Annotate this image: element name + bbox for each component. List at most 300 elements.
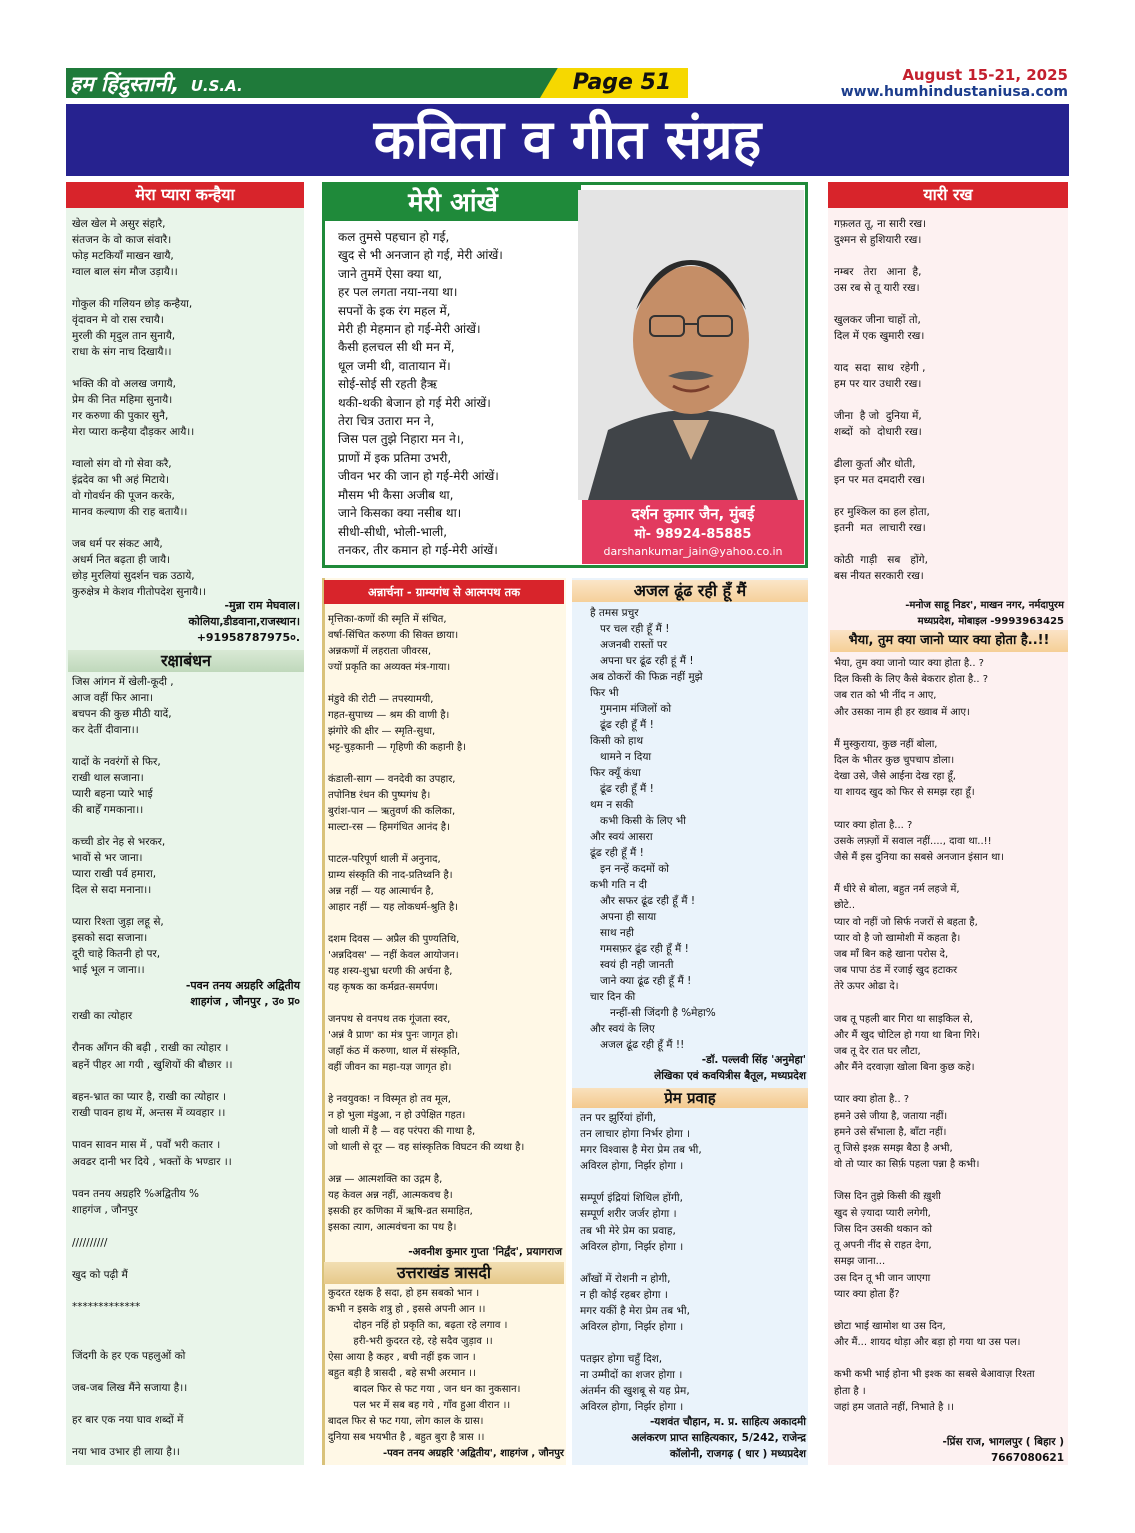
poem-line: इतनी मत लाचारी रख। <box>834 522 926 534</box>
credit-line: शाहगंज , जौनपुर , उ० प्र० <box>190 995 300 1008</box>
poem-line: होता है । <box>834 1385 866 1397</box>
poem-line: वृंदावन मे वो रास रचायै। <box>72 314 164 326</box>
poem-line <box>834 1303 1066 1319</box>
poem-line: भट्ट-चुड़कानी — गृहिणी की कहानी है। <box>328 742 466 753</box>
poem-line: कोठी गाड़ी सब होंगे, <box>834 554 928 566</box>
poem-line: खुद से ज़्यादा प्यारी लगेगी, <box>834 1207 931 1219</box>
poem-line: न हो भुला मंडुआ, न हो उपेक्षित गहत। <box>328 1110 466 1121</box>
poem-line <box>72 1364 302 1380</box>
poem-line <box>72 1219 302 1235</box>
poem-line: खेल खेल मे असुर संहारै, <box>72 218 166 230</box>
poem-line: पल भर में सब बह गये , गाँव हुआ वीरान ।। <box>328 1400 511 1411</box>
credit-line: -मुन्ना राम मेघवाल। <box>224 599 300 612</box>
poem-line: इंद्रदेव का भी अहं मिटाये। <box>72 474 170 486</box>
poem-line: जीवन भर की जान हो गई-मेरी आंखें। <box>338 469 499 484</box>
poem-line: और स्वयं आसरा <box>590 831 653 843</box>
poem-credit-kanhaiya <box>70 598 300 646</box>
poem-line: ************* <box>72 1301 141 1314</box>
poem-line <box>328 1076 564 1092</box>
poem-line: मैं धीरे से बोला, बहुत नर्म लहजे में, <box>834 884 960 896</box>
poem-line: पतझर होगा चहुँ दिश, <box>580 1353 663 1366</box>
poem-line: या शायद खुद को फिर से समझ रहा हूँ। <box>834 787 975 799</box>
poem-line: चार दिन की <box>590 991 636 1003</box>
poem-line: जब तू पहली बार गिरा था साइकिल से, <box>834 1013 973 1025</box>
poem-line: जब-जब लिख मैंने सजाया है।। <box>72 1381 188 1394</box>
poem-body-yaari-rakh <box>834 216 1066 584</box>
poem-line: गोकुल की गलियन छोड़ कन्हैया, <box>72 298 193 310</box>
poem-line: अधर्म नित बढ़ता ही जायै। <box>72 554 171 566</box>
poem-line: अवढर दानी भर दिये , भक्तों के भण्डार ।। <box>72 1155 232 1168</box>
poem-line: प्यारा राखी पर्व हमारा, <box>72 868 157 880</box>
poem-line: मुरली की मृदुल तान सुनायै, <box>72 330 176 342</box>
poem-line: पर चल रही हूँ मैं ! <box>590 623 670 635</box>
poem-line: नन्हीं-सी जिंदगी है %मेहा% <box>590 1007 716 1019</box>
poem-line: अन्न — आत्मशक्ति का उद्गम है, <box>328 1174 443 1185</box>
poem-line: खुद से भी अनजान हो गई, मेरी आंखें। <box>338 248 503 263</box>
credit-line: कोलिया,डीडवाना,राजस्थान। <box>188 615 300 628</box>
page-number: Page 51 <box>572 70 672 95</box>
poem-body-bhaiya <box>834 656 1066 1416</box>
poem-body-rakshabandhan <box>72 674 302 978</box>
poem-line: की बाहेँ गमकाना।। <box>72 804 144 816</box>
poem-line <box>72 818 302 834</box>
poem-line: फोड़ मटकियाँ माखन खायै, <box>72 250 174 262</box>
poem-line: कंडाली-साग — वनदेवी का उपहार, <box>328 774 456 785</box>
poem-line: और उसका नाम ही हर ख्वाब में आए। <box>834 706 970 718</box>
poem-line: सोई-सोई सी रहती हैऋ <box>338 377 438 392</box>
issue-date: August 15-21, 2025 <box>902 66 1068 84</box>
poem-line: सीधी-सीधी, भोली-भाली, <box>338 524 448 539</box>
poem-line: वर्षा-सिंचित करुणा की सिक्त छाया। <box>328 630 459 641</box>
poem-line: नया भाव उभार ही लाया है।। <box>72 1446 180 1459</box>
poem-title-meri-aankhen: मेरी आंखें <box>325 185 581 221</box>
portrait-icon <box>578 190 804 500</box>
poem-line <box>72 360 302 376</box>
poem-line: मृत्तिका-कणों की स्मृति में संचित, <box>328 614 447 625</box>
poem-title-uttarakhand-trasadi: उत्तराखंड त्रासदी <box>324 1262 564 1284</box>
poem-body-meri-aankhen <box>338 228 578 559</box>
poem-line: यह कृषक का कर्मव्रत-समर्पण। <box>328 982 439 993</box>
poem-line: अपना घर ढूंढ रही हूं मैं ! <box>590 655 694 667</box>
poem-title-prem-pravah: प्रेम प्रवाह <box>572 1088 808 1108</box>
poem-line: जब तू देर रात घर लौटा, <box>834 1046 921 1058</box>
poem-line <box>834 296 1066 312</box>
poem-line <box>72 1283 302 1299</box>
poem-line: दुनिया सब भयभीत है , बहुत बुरा है त्रास ।। <box>328 1432 485 1443</box>
poem-line: बादल फिर से फट गया, लोग काल के ग्रास। <box>328 1416 484 1427</box>
poem-credit-annarchana: -अवनीश कुमार गुप्ता 'निर्द्वंद', प्रयागराज <box>408 1246 562 1258</box>
poem-line <box>834 1351 1066 1367</box>
poem-line <box>72 1024 302 1040</box>
poem-line: अजल ढूंढ रही हूँ मैं !! <box>590 1039 685 1051</box>
poem-line: भक्ति की वो अलख जगायै, <box>72 378 176 390</box>
poem-line: और स्वयं के लिए <box>590 1023 655 1035</box>
poem-line: तू अपनी नींद से राहत देगा, <box>834 1240 932 1252</box>
poem-body-kanhaiya <box>72 216 302 600</box>
poem-line: जिस दिन तुझे किसी की ख़ुशी <box>834 1191 941 1203</box>
poem-line: अन्न नहीं — यह आत्मार्चन है, <box>328 886 434 897</box>
poem-line <box>834 1173 1066 1189</box>
poem-line: ज्यों प्रकृति का अव्यक्त मंत्र-गाया। <box>328 662 451 673</box>
poem-line: अन्नकणों में लहराता जीवरस, <box>328 646 432 657</box>
poem-line <box>72 1121 302 1137</box>
poem-line: तन पर झुर्रियां होंगी, <box>580 1112 657 1124</box>
poem-body-ajal <box>590 606 806 1054</box>
poem-line: कुदरत रक्षक है सदा, हो हम सबको भान । <box>328 1288 480 1299</box>
poem-line: प्यार क्या होता हैं? <box>834 1288 900 1300</box>
poem-line: ना उम्मीदों का शजर होगा । <box>580 1369 683 1382</box>
poem-line: फिर भी <box>590 687 619 699</box>
poem-line: ढूंढ रही हूँ मैं ! <box>590 847 644 859</box>
poem-line: शाहगंज , जौनपुर <box>72 1204 138 1217</box>
poem-line: पावन सावन मास में , पर्वों भरी कतार । <box>72 1139 221 1152</box>
poem-line: जब रात को भी नींद न आए, <box>834 690 937 702</box>
poem-line: दूरी चाहे कितनी हो पर, <box>72 948 161 960</box>
author-name: दर्शन कुमार जैन, मुंबई <box>631 505 755 523</box>
poem-line: कभी कभी भाई होना भी इश्क का सबसे बेआवाज़ रिश्ता <box>834 1369 1035 1381</box>
poem-line: भैया, तुम क्या जानो प्यार क्या होता है.. ? <box>834 658 984 669</box>
poem-line: बहनें पीहर आ गयी , खुशियों की बौछार ।। <box>72 1058 233 1071</box>
poem-line: वहीं जीवन का महा-यज्ञ जागृत हो। <box>328 1062 452 1073</box>
poem-line: जिस दिन उसकी थकान को <box>834 1223 932 1235</box>
poem-line: प्यार क्या होता है... ? <box>834 819 913 831</box>
poem-line: कुरुक्षेत्र मे केशव गीतोपदेश सुनायै।। <box>72 586 207 598</box>
poem-line: हरी-भरी कुदरत रहे, रहे सदैव जुड़ाव ।। <box>328 1336 493 1347</box>
poem-line: कर देतीं दीवाना।। <box>72 724 139 736</box>
poem-line: गमसफ़र ढूंढ रही हूँ मैं ! <box>590 943 689 955</box>
poem-line <box>834 1076 1066 1092</box>
poem-line: मंडुवे की रोटी — तपस्यामयी, <box>328 694 434 705</box>
poem-line: अपना ही साया <box>590 911 657 923</box>
poem-line: और मैं खुद चोटिल हो गया था बिना गिरे। <box>834 1029 981 1041</box>
poem-line: कभी किसी के लिए भी <box>590 815 686 827</box>
poem-line <box>328 996 564 1012</box>
poem-line <box>834 440 1066 456</box>
poem-line <box>834 802 1066 818</box>
poem-line: आँखों में रोशनी न होगी, <box>580 1272 671 1285</box>
poem-title-annarchana: अन्नार्चना - ग्राम्यगंध से आत्मपथ तक <box>324 580 564 604</box>
poem-line: इन नन्हें कदमों को <box>590 863 669 875</box>
poem-line <box>72 1170 302 1186</box>
poem-line: भावों से भर जाना। <box>72 852 143 864</box>
poem-line: जिस पल तुझे निहारा मन ने।, <box>338 432 465 447</box>
poem-line: तेरे ऊपर ओढा दे। <box>834 981 899 993</box>
poem-line: मौसम भी कैसा अजीब था, <box>338 487 454 502</box>
poem-title-ajal: अजल ढूंढ रही हूँ मैं <box>572 580 808 602</box>
poem-line: संतजन के वो काज संवारै। <box>72 234 172 246</box>
poem-credit-prem-pravah <box>574 1414 806 1462</box>
poem-line <box>834 392 1066 408</box>
poem-line: प्रेम की नित महिमा सुनायै। <box>72 394 173 406</box>
poem-line: दिल से सदा मनाना।। <box>72 884 152 896</box>
poem-line <box>834 488 1066 504</box>
poem-line: यादों के नवरंगों से फिर, <box>72 756 161 768</box>
poem-line: न ही कोई रहबर होगा । <box>580 1288 668 1301</box>
poem-line: गफ़लत तू, ना सारी रख। <box>834 218 927 230</box>
poem-line: राखी का त्योहार <box>72 1010 133 1022</box>
poem-line: जीना है जो दुनिया में, <box>834 410 922 422</box>
poem-line: धूल जमी थी, वातायान में। <box>338 358 451 373</box>
poem-line: प्यारा रिश्ता जुड़ा लहू से, <box>72 916 164 928</box>
poem-line: जो थाली में है — वह परंपरा की गाथा है, <box>328 1126 476 1137</box>
credit-line: -डॉ. पल्लवी सिंह 'अनुमेहा' <box>701 1054 806 1066</box>
poem-line: रौनक आँगन की बढ़ी , राखी का त्योहार । <box>72 1042 229 1055</box>
poem-line <box>328 1156 564 1172</box>
paper-name: हम हिंदुस्तानी, <box>70 72 180 96</box>
poem-line: जनपथ से वनपथ तक गूंजता स्वर, <box>328 1014 451 1025</box>
poem-line: भाई भूल न जाना।। <box>72 964 145 976</box>
credit-line: कॉलोनी, राजगढ़ ( धार ) मध्यप्रदेश <box>669 1448 806 1460</box>
poem-line: इसकी हर कणिका में ऋषि-व्रत समाहित, <box>328 1206 473 1217</box>
poem-line: जब माँ बिन कहे खाना परोस दे, <box>834 949 949 961</box>
poem-line: थकी-थकी बेजान हो गई मेरी आंखें। <box>338 395 491 410</box>
author-photo <box>578 190 804 500</box>
poem-line: तेरा चित्र उतारा मन ने, <box>338 414 435 429</box>
poem-line: सम्पूर्ण इंद्रियां शिथिल होंगी, <box>580 1192 683 1205</box>
poem-credit-yaari-rakh <box>830 598 1064 630</box>
poem-body-rakhi-tyohar <box>72 1008 302 1461</box>
poem-line: ढूंढ रही हूँ मैं ! <box>590 719 654 731</box>
poem-line <box>328 916 564 932</box>
poem-line: मैं मुस्कुराया, कुछ नहीं बोला, <box>834 738 938 750</box>
poem-line: पवन तनय अग्रहरि %अद्वितीय % <box>72 1188 199 1201</box>
poem-line: अजनबी रास्तों पर <box>590 639 668 651</box>
poem-line: सम्पूर्ण शरीर जर्जर होगा । <box>580 1208 677 1221</box>
poem-line: कैसी हलचल सी थी मन में, <box>338 340 455 355</box>
poem-line: हमने उसे जीया है, जताया नहीं। <box>834 1110 948 1122</box>
poem-line <box>72 520 302 536</box>
credit-line: लेखिका एवं कवयित्रीस बैतूल, मध्यप्रदेश <box>654 1070 806 1082</box>
poem-line: अविरल होगा, निर्झर होगा । <box>580 1240 684 1253</box>
poem-line <box>580 1255 806 1271</box>
poem-line: जहां हम जताते नहीं, निभाते है ।। <box>834 1401 955 1413</box>
poem-line: तू जिसे इश्क़ समझ बैठा है अभी, <box>834 1143 953 1155</box>
poem-line: तन लाचार होगा निर्भर होगा । <box>580 1128 691 1141</box>
poem-line: छोटे.. <box>834 900 855 912</box>
poem-line: गहत-सुपाच्य — श्रम की वाणी है। <box>328 710 450 721</box>
poem-line: उस दिन तू भी जान जाएगा <box>834 1272 931 1284</box>
poem-line <box>72 440 302 456</box>
poem-line <box>72 1428 302 1444</box>
credit-line: 7667080621 <box>990 1452 1064 1464</box>
poem-line: ढीला कुर्ता और धोती, <box>834 458 916 470</box>
poem-line: उस रब से तू यारी रख। <box>834 282 920 294</box>
poem-line <box>328 836 564 852</box>
poem-line: आहार नहीं — यह लोकधर्म-श्रुति है। <box>328 902 458 913</box>
poem-line <box>328 676 564 692</box>
poem-line: हे नवयुवक! न विस्मृत हो तव मूल, <box>328 1094 451 1105</box>
poem-line: प्यारी बहना प्यारे भाई <box>72 788 153 800</box>
credit-line: -यशवंत चौहान, म. प्र. साहित्य अकादमी <box>649 1416 806 1428</box>
poem-line: मानव कल्याण की राह बतायै।। <box>72 506 188 518</box>
poem-line: माल्टा-रस — हिमगंधित आनंद है। <box>328 822 450 833</box>
poem-line: छोटा भाई खामोश था उस दिन, <box>834 1320 946 1332</box>
poem-line: हर मुश्किल का हल होता, <box>834 506 930 518</box>
poem-line: कभी न इसके शत्रु हो , इससे अपनी आन ।। <box>328 1304 486 1315</box>
poem-body-uttarakhand <box>328 1286 564 1446</box>
poem-line: राखी थाल सजाना। <box>72 772 144 784</box>
poem-body-prem-pravah <box>580 1110 806 1416</box>
poem-line: किसी को हाथ <box>590 735 644 747</box>
poem-title-bhaiya: भैया, तुम क्या जानो प्यार क्या होता है..!! <box>830 630 1068 652</box>
poem-line: मेरा प्यारा कन्हैया दौड़कर आयै।। <box>72 426 195 438</box>
poem-line <box>834 996 1066 1012</box>
poem-line: तब भी मेरे प्रेम का प्रवाह, <box>580 1224 676 1237</box>
masthead-name <box>70 70 243 98</box>
poem-line <box>72 1316 302 1332</box>
poem-line: छोड़ मुरलियां सुदर्शन चक्र उठाये, <box>72 570 195 582</box>
poem-line: अविरल होगा, निर्झर होगा । <box>580 1321 684 1334</box>
poem-line: आज वहीं फिर आना। <box>72 692 154 704</box>
poem-line: जाने तुममें ऐसा क्या था, <box>338 266 443 281</box>
poem-line: इसका त्याग, आत्मवंचना का पथ है। <box>328 1222 457 1233</box>
poem-line <box>72 1251 302 1267</box>
poem-line: दिल में एक खुमारी रख। <box>834 330 925 342</box>
poem-line: मेरी ही मेहमान हो गई-मेरी आंखें। <box>338 322 481 337</box>
poem-credit-ajal <box>576 1052 806 1084</box>
poem-line: फिर क्यूँ कंधा <box>590 767 641 779</box>
poem-line: गुमनाम मंजिलों को <box>590 703 672 715</box>
poem-line <box>834 344 1066 360</box>
poem-title-rakshabandhan: रक्षाबंधन <box>68 650 304 672</box>
poem-line: मगर यकीं है मेरा प्रेम तब भी, <box>580 1304 690 1317</box>
poem-line: स्वयं ही नही जानती <box>590 959 674 971</box>
poem-line: यह शस्य-शुभ्रा धरणी की अर्चना है, <box>328 966 453 977</box>
poem-line: याद सदा साथ रहेगी , <box>834 362 926 374</box>
poem-line: हमने उसे सँभाला है, बाँटा नहीं। <box>834 1126 947 1138</box>
poem-line <box>834 536 1066 552</box>
poem-line: बुरांश-पान — ऋतुवर्ण की कलिका, <box>328 806 456 817</box>
poem-line <box>580 1335 806 1351</box>
poem-line: प्यार वो है जो खामोशी में कहता है। <box>834 932 961 944</box>
poem-line: ढूंढ रही हूँ मैं ! <box>590 783 654 795</box>
credit-line: -पवन तनय अग्रहरि अद्वितीय <box>185 979 300 992</box>
poem-line: ग्वाल बाल संग मौज उड़ायै।। <box>72 266 178 278</box>
poem-title-mera-pyara-kanhaiya: मेरा प्यारा कन्हैया <box>66 182 304 208</box>
poem-line: कल तुमसे पहचान हो गई, <box>338 230 450 244</box>
poem-credit-bhaiya <box>830 1434 1064 1466</box>
poem-line: 'अन्नं वै प्राण' का मंत्र पुनः जागृत हो। <box>328 1030 459 1041</box>
poem-line: जाने किसका क्या नसीब था। <box>338 506 462 521</box>
poem-line: गर करुणा की पुकार सुनै, <box>72 410 169 422</box>
poem-line: जो थाली से दूर — वह सांस्कृतिक विघटन की व्यथा है। <box>328 1142 525 1153</box>
poem-line: अंतर्मन की खुशबू से यह प्रेम, <box>580 1385 690 1398</box>
poem-line: खुलकर जीना चाहों तो, <box>834 314 921 326</box>
poem-line: अविरल होगा, निर्झर होगा । <box>580 1160 684 1173</box>
poem-line <box>328 756 564 772</box>
poem-line: बस नीयत सरकारी रख। <box>834 570 924 582</box>
poem-line <box>72 1396 302 1412</box>
credit-line: अलंकरण प्राप्त साहित्यकार, 5/242, राजेन्द्र <box>631 1432 806 1444</box>
poem-line: कभी गति न दी <box>590 879 647 891</box>
author-phone: मो- 98924-85885 <box>634 527 752 542</box>
poem-line: जहाँ कंठ में करुणा, थाल में संस्कृति, <box>328 1046 461 1057</box>
credit-line: मध्यप्रदेश, मोबाइल -9993963425 <box>917 616 1064 627</box>
credit-line: -मनोज साहू निडर', माखन नगर, नर्मदापुरम <box>905 600 1064 611</box>
poem-line: जैसे मैं इस दुनिया का सबसे अनजान इंसान था। <box>834 852 1004 864</box>
poem-line: साथ नही <box>590 927 634 939</box>
poem-line: जिस आंगन में खेली-कूदी , <box>72 676 174 688</box>
poem-line: दिल के भीतर कुछ चुपचाप डोला। <box>834 755 955 767</box>
poem-line: जाने क्या ढूंढ रही हूँ मैं ! <box>590 975 692 987</box>
poem-line: दोहन नहिं हो प्रकृति का, बढ़ता रहे लगाव । <box>328 1320 508 1331</box>
poem-line: नम्बर तेरा आना है, <box>834 266 922 278</box>
poem-line: अविरल होगा, निर्झर होगा । <box>580 1401 684 1414</box>
poem-line: झंगोरे की क्षीर — स्मृति-सुधा, <box>328 726 436 737</box>
poem-line: मगर विश्वास है मेरा प्रेम तब भी, <box>580 1144 702 1157</box>
poem-line: ग्वालो संग वो गो सेवा करै, <box>72 458 172 470</box>
poem-line: ////////// <box>72 1236 108 1249</box>
poem-line <box>72 280 302 296</box>
poem-line <box>834 248 1066 264</box>
poem-line: जिंदगी के हर एक पहलुओं को <box>72 1349 186 1362</box>
poem-line: प्यार वो नहीं जो सिर्फ नजरों से बहता है, <box>834 916 978 928</box>
poem-line: है तमस प्रचुर <box>590 607 639 619</box>
poem-line: इन पर मत दमदारी रख। <box>834 474 925 486</box>
poem-line <box>72 1332 302 1348</box>
banner-title: कविता व गीत संग्रह <box>373 108 762 171</box>
poem-line: वो गोवर्धन की पूजन करके, <box>72 490 175 502</box>
poem-line: थम न सकी <box>590 799 634 811</box>
poem-line: यह केवल अन्न नहीं, आत्मकवच है। <box>328 1190 453 1201</box>
poem-line: थामने न दिया <box>590 751 652 763</box>
poem-line: जब पापा ठंड में रजाई खुद हटाकर <box>834 965 958 977</box>
poem-line <box>72 738 302 754</box>
poem-line: राखी पावन हाथ में, अन्तस में व्यवहार ।। <box>72 1107 226 1120</box>
author-email[interactable]: darshankumar_jain@yahoo.co.in <box>603 545 783 558</box>
poem-line <box>580 1174 806 1190</box>
poem-line: सपनों के इक रंग महल में, <box>338 303 451 318</box>
poem-line <box>834 866 1066 882</box>
poem-line: दिल किसी के लिए कैसे बेकरार होता है.. ? <box>834 674 989 686</box>
poem-line <box>834 721 1066 737</box>
poem-line: जब धर्म पर संकट आयै, <box>72 538 163 550</box>
poem-line: वो तो प्यार का सिर्फ़ पहला पन्ना है कभी। <box>834 1159 980 1171</box>
poem-line: बचपन की कुछ मीठी यादें, <box>72 708 172 720</box>
poem-line: और मैं... शायद थोड़ा और बड़ा हो गया था उस पल। <box>834 1337 1021 1349</box>
poem-line: ग्राम्य संस्कृति की नाद-प्रतिध्वनि है। <box>328 870 453 881</box>
paper-country: U.S.A. <box>190 77 243 95</box>
poem-line: तपोनिष्ठ रंधन की पुष्पगंध है। <box>328 790 431 801</box>
poem-line: हर पल लगता नया-नया था। <box>338 285 458 300</box>
poem-line: बहन-भ्रात का प्यार है, राखी का त्योहार । <box>72 1090 227 1103</box>
poem-line: प्यार क्या होता है.. ? <box>834 1094 910 1106</box>
author-card <box>582 500 804 564</box>
poem-line: तनकर, तीर कमान हो गई-मेरी आंखें। <box>338 542 498 557</box>
poem-line: और सफर ढूंढ रही हूँ मैं ! <box>590 895 696 907</box>
poem-line: हम पर यार उधारी रख। <box>834 378 922 390</box>
poem-line: 'अन्नदिवस' — नहीं केवल आयोजन। <box>328 950 459 961</box>
poem-line: कच्ची डोर नेह से भरकर, <box>72 836 166 848</box>
poem-line: पाटल-परिपूर्ण थाली में अनुनाद, <box>328 854 441 865</box>
credit-line: -प्रिंस राज, भागलपुर ( बिहार ) <box>942 1436 1064 1448</box>
poem-line: उसके लफ़्ज़ों में सवाल नहीं...., दावा था..!! <box>834 835 992 847</box>
poem-line: और मैंने दरवाज़ा खोला बिना कुछ कहे। <box>834 1062 975 1074</box>
poem-line: दुश्मन से हुशियारी रख। <box>834 234 922 246</box>
credit-line: +91958787975०. <box>196 631 300 644</box>
poem-credit-rakshabandhan <box>70 978 300 1010</box>
poem-line <box>72 898 302 914</box>
poem-line: शब्दों को दोधारी रख। <box>834 426 922 438</box>
poem-line: देखा उसे, जैसे आईना देख रहा हूँ, <box>834 771 956 783</box>
poem-line: इसको सदा सजाना। <box>72 932 148 944</box>
poem-line: समझ जाना... <box>834 1256 886 1268</box>
website-link[interactable]: www.humhindustaniusa.com <box>840 84 1068 100</box>
poem-line: दशम दिवस — अप्रैल की पुण्यतिथि, <box>328 934 460 945</box>
poem-line: राधा के संग नाच दिखायै।। <box>72 346 172 358</box>
poem-line: हर बार एक नया घाव शब्दों में <box>72 1414 184 1427</box>
poem-credit-uttarakhand: -पवन तनय अग्रहरि 'अद्वितीय', शाहगंज , जौनपुर <box>382 1448 564 1459</box>
